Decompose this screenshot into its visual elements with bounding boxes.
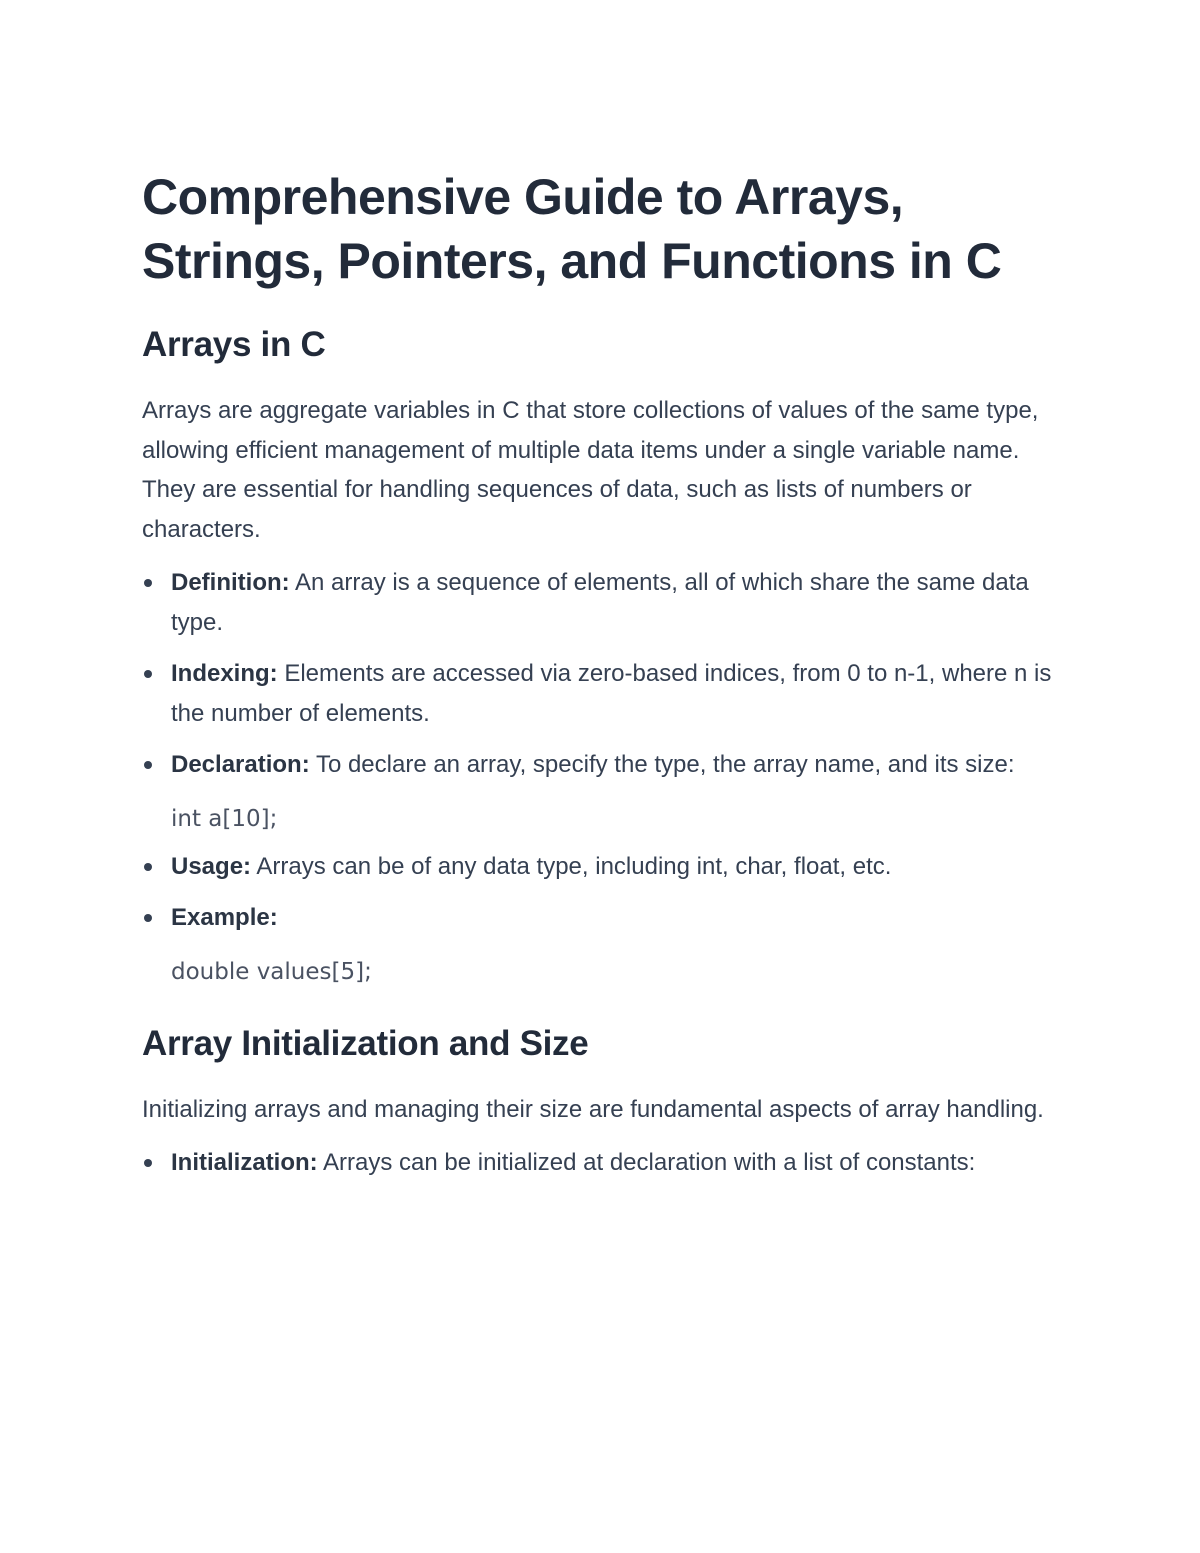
section-intro-arrays: Arrays are aggregate variables in C that store collections of values of the same type, allowing efficient management of multiple data items under a single variable name. They are essential for handling sequences of data, such as lists of numbers or characters. xyxy=(142,397,1039,543)
term-label: Indexing: xyxy=(171,660,278,687)
list-item xyxy=(142,654,1062,733)
item-text: Elements are accessed via zero-based indices, from 0 to n-1, where n is the number of elements. xyxy=(171,660,1052,727)
term-label: Initialization: xyxy=(171,1149,318,1176)
bullet-icon xyxy=(144,670,152,678)
term-label: Declaration: xyxy=(171,751,310,778)
initialization-bullet-list xyxy=(142,1143,1062,1183)
bullet-icon xyxy=(144,579,152,587)
bullet-icon xyxy=(144,863,152,871)
item-text: Arrays can be of any data type, including int, char, float, etc. xyxy=(251,852,892,880)
bullet-icon xyxy=(144,914,152,922)
term-label: Definition: xyxy=(171,569,290,596)
item-text: To declare an array, specify the type, the array name, and its size: xyxy=(309,751,1015,778)
section-intro-initialization: Initializing arrays and managing their size are fundamental aspects of array handling. xyxy=(142,1095,1044,1123)
term-label: Usage: xyxy=(171,852,252,880)
list-item xyxy=(142,563,1062,642)
arrays-bullet-list xyxy=(142,563,1062,988)
bullet-icon xyxy=(144,761,152,769)
item-text: An array is a sequence of elements, all of which share the same data type. xyxy=(171,569,1029,636)
document-title: Comprehensive Guide to Arrays, Strings, Pointers, and Functions in C xyxy=(142,169,1002,289)
section-heading-initialization: Array Initialization and Size xyxy=(142,1023,589,1063)
code-snippet: double values[5]; xyxy=(171,958,372,985)
document-page xyxy=(142,165,1062,1195)
code-snippet: int a[10]; xyxy=(171,805,278,832)
list-item xyxy=(142,745,1062,835)
list-item xyxy=(142,847,1062,887)
term-label: Example: xyxy=(171,904,278,931)
item-text: Arrays can be initialized at declaration with a list of constants: xyxy=(317,1149,976,1176)
list-item xyxy=(142,898,1062,988)
bullet-icon xyxy=(144,1159,152,1167)
list-item xyxy=(142,1143,1062,1183)
section-heading-arrays: Arrays in C xyxy=(142,325,326,364)
